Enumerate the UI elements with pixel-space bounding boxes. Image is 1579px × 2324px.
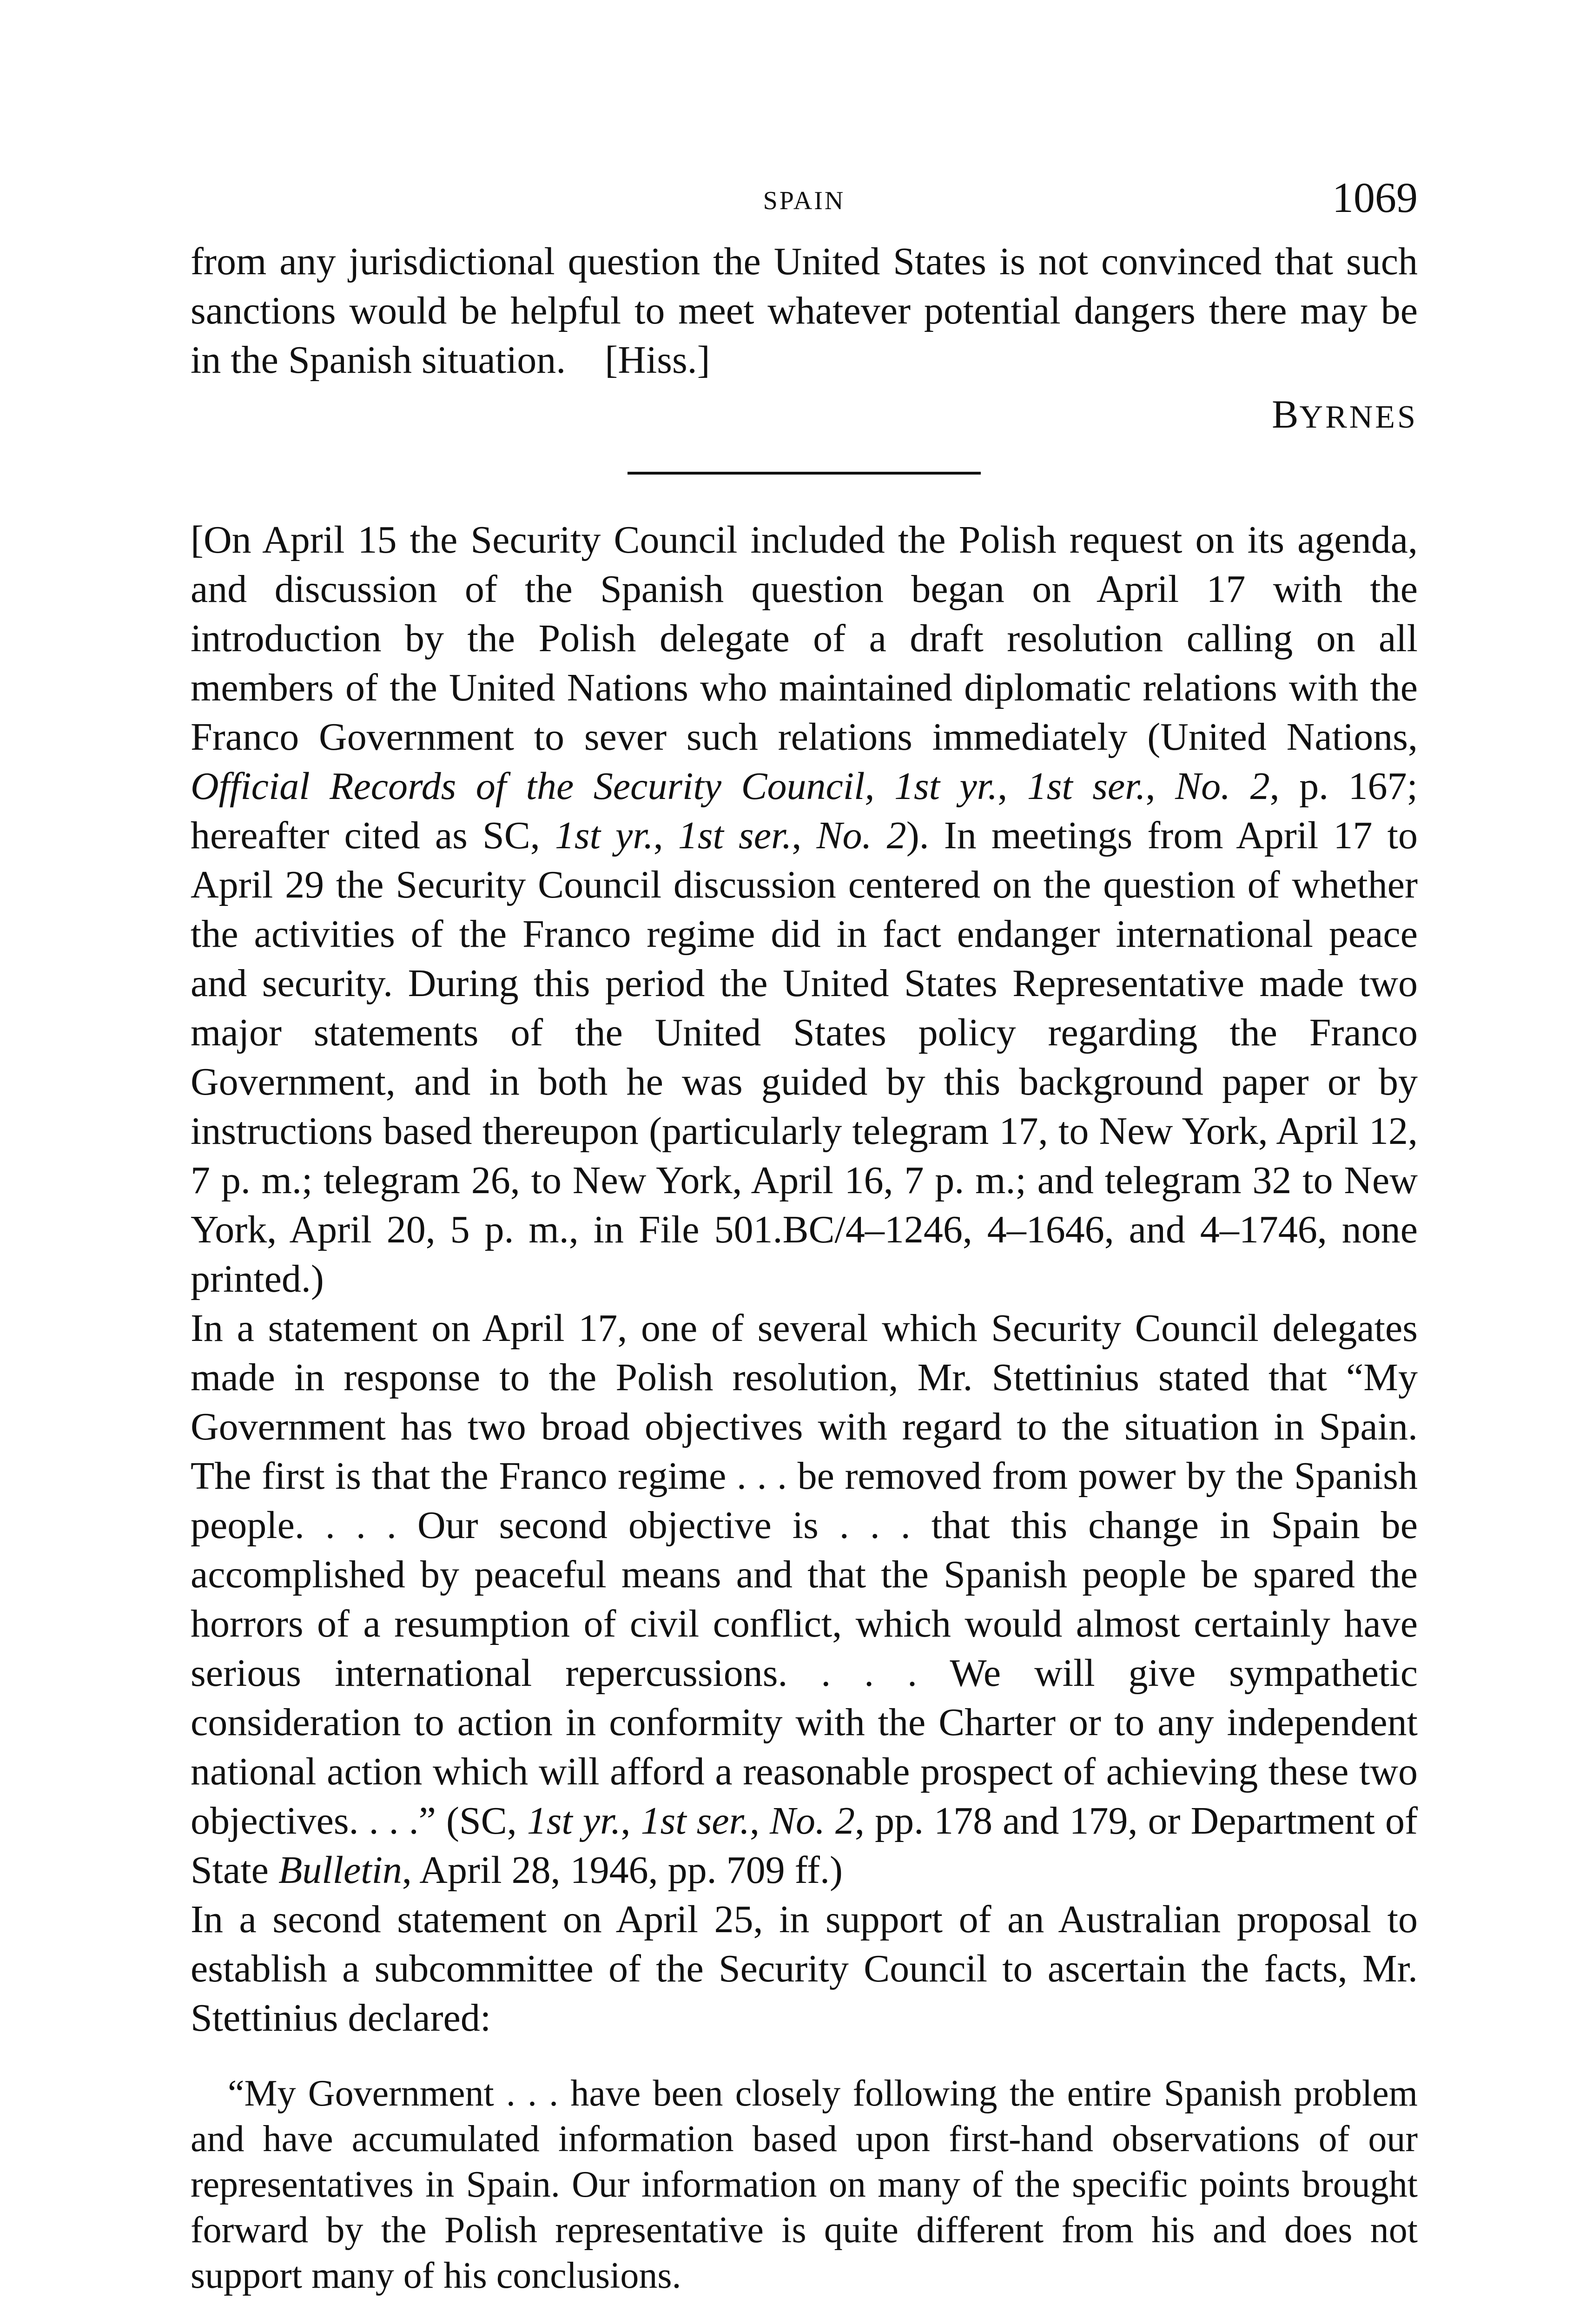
note-text: ). In meetings from April 17 to April 29 the Security Council discussion centered on the question of whether the activities of the Franco regime did in fact endanger international peace and security. During this period the United States Representative made two major statements of the United States policy regarding the Franco Government, and in both he was guided by this background paper or by instructions based thereupon (particularly telegram 17, to New York, April 12, 7 p. m.; telegram 26, to New York, April 16, 7 p. m.; and telegram 32 to New York, April 20, 5 p. m., in File 501.BC/4–1246, 4–1646, and 4–1746, none printed.)	[191, 814, 1418, 1301]
note-text: ,	[792, 814, 817, 857]
note-citation-italic: 1st ser.	[1027, 765, 1146, 808]
note-text: , p. 167; hereafter cited as SC,	[191, 765, 1418, 857]
signature-rest: YRNES	[1299, 399, 1418, 435]
statement-april-25-paragraph: In a second statement on April 25, in support of an Australian proposal to establish a subcommittee of the Security Council to ascertain the facts, Mr. Stettinius declared:	[191, 1898, 1418, 2040]
running-title: SPAIN	[763, 186, 846, 215]
signature	[191, 389, 1418, 443]
running-header	[191, 167, 1418, 237]
note-text: ,	[1145, 765, 1176, 808]
statement-citation-italic: No. 2	[769, 1799, 855, 1842]
note-citation-italic: 1st yr.	[555, 814, 654, 857]
document-page	[191, 167, 1418, 2298]
statement-text: , April 28, 1946, pp. 709 ff.)	[402, 1849, 843, 1892]
editorial-note-paragraph	[191, 515, 1418, 1304]
page-number: 1069	[1332, 174, 1418, 221]
note-citation-italic: Official Records of the Security Council, 1st yr.	[191, 765, 998, 808]
section-divider	[628, 472, 981, 475]
statement-text: ,	[749, 1799, 770, 1842]
statement-text: ,	[621, 1799, 641, 1842]
note-citation-italic: No. 2	[816, 814, 906, 857]
note-text: ,	[653, 814, 678, 857]
note-citation-italic: 1st ser.	[678, 814, 792, 857]
statement-citation-italic: 1st yr.	[527, 1799, 621, 1842]
statement-text: , pp. 178 and 179, or Department of State	[191, 1799, 1418, 1892]
note-text: [On April 15 the Security Council included the Polish request on its agenda, and discussion of the Spanish question began on April 17 with the introduction by the Polish delegate of a draft resolution calling on all members of the United Nations who maintained diplomatic relations with the Franco Government to sever such relations immediately (United Nations,	[191, 518, 1418, 759]
signature-initial: B	[1272, 392, 1300, 436]
statement-citation-italic: Bulletin	[278, 1849, 402, 1892]
statement-text: In a statement on April 17, one of several which Security Council delegates made in response to the Polish resolution, Mr. Stettinius stated that “My Government has two broad objectives with regard to the situation in Spain. The first is that the Franco regime . . . be removed from power by the Spanish people. . . . Our second objective is . . . that this change in Spain be accomplished by peaceful means and that the Spanish people be spared the horrors of a resumption of civil conflict, which would almost certainly have serious international repercussions. . . . We will give sympathetic consideration to action in conformity with the Charter or to any independent national action which will afford a reasonable prospect of achieving these two objectives. . . .” (SC,	[191, 1307, 1418, 1842]
opening-paragraph: from any jurisdictional question the United States is not convinced that such sanctions would be helpful to meet whatever potential dangers there may be in the Spanish situation. [Hiss.]	[191, 240, 1418, 382]
note-citation-italic: No. 2	[1175, 765, 1270, 808]
statement-april-17-paragraph	[191, 1304, 1418, 1895]
note-text: ,	[998, 765, 1027, 808]
statement-citation-italic: 1st ser.	[641, 1799, 750, 1842]
block-quotation: “My Government . . . have been closely following the entire Spanish problem and have accumulated information based upon first-hand observations of our representatives in Spain. Our information on many of the specific points brought forward by the Polish representative is quite different from his and does not support many of his conclusions.	[191, 2073, 1418, 2296]
